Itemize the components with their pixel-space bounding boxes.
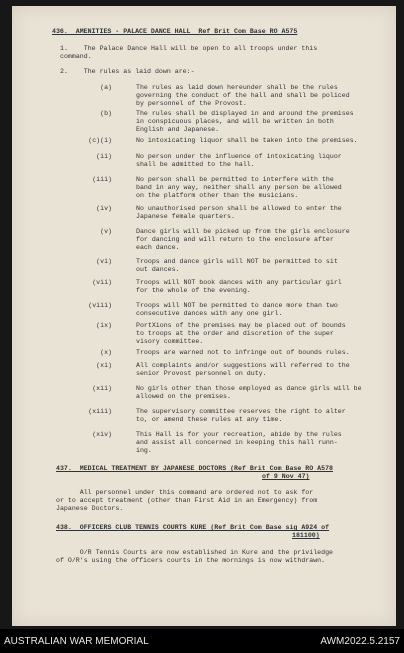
footer-bar bbox=[0, 629, 404, 653]
rule-text-line: Japanese female quarters. bbox=[136, 213, 235, 220]
rule-text-line: to troops at the order and discretion of the super bbox=[136, 330, 334, 337]
rule-text-line: consecutive dances with any one girl. bbox=[136, 310, 283, 317]
section-438-line-2: of O/R's using the officers courts in the mornings is now withdrawn. bbox=[56, 557, 326, 564]
rule-text-line: allowed on the premises. bbox=[136, 393, 231, 400]
rule-text-line: in conspicuous places, and will be written in both bbox=[136, 118, 334, 125]
rule-label: (x) bbox=[100, 349, 112, 356]
rule-text-line: No girls other than those employed as dance girls will be bbox=[136, 385, 362, 392]
rule-label: (ii) bbox=[96, 153, 112, 160]
rule-text-line: The rules shall be displayed in and around the premises bbox=[136, 110, 354, 117]
section-438-heading-line-2: 181100) bbox=[292, 532, 320, 539]
section-437-heading-line-2: of 9 Nov 47) bbox=[262, 473, 310, 480]
section-437-heading-line-1: 437. MEDICAL TREATMENT BY JAPANESE DOCTORS (Ref Brit Com Base RO A578 bbox=[56, 465, 333, 472]
rule-text-line: for the whole of the evening. bbox=[136, 287, 251, 294]
rule-text-line: ing. bbox=[136, 447, 152, 454]
rule-text-line: shall be admitted to the hall. bbox=[136, 161, 255, 168]
rule-text-line: and assist all concerned in keeping this hall runn- bbox=[136, 439, 338, 446]
rule-text-line: governing the conduct of the hall and shall be policed bbox=[136, 92, 350, 99]
rule-text-line: The rules as laid down hereunder shall be the rules bbox=[136, 84, 338, 91]
rule-text-line: to, or amend these rules at any time. bbox=[136, 416, 283, 423]
rule-text-line: Troops will NOT book dances with any particular girl bbox=[136, 279, 342, 286]
rule-label: (xii) bbox=[92, 385, 112, 392]
rule-label: (v) bbox=[100, 228, 112, 235]
rule-text-line: Dance girls will be picked up from the girls enclosure bbox=[136, 228, 350, 235]
rule-label: (viii) bbox=[88, 302, 112, 309]
rule-label: (xi) bbox=[96, 362, 112, 369]
rule-label: (xiii) bbox=[88, 408, 112, 415]
rule-label: (xiv) bbox=[92, 431, 112, 438]
section-437-heading bbox=[56, 465, 333, 473]
section-438-heading-line-1: 438. OFFICERS CLUB TENNIS COURTS KURE (Ref Brit Com Base sig A924 of bbox=[56, 524, 330, 531]
rule-text-line: visory committee. bbox=[136, 338, 204, 345]
rule-text-line: Troops will NOT be permitted to dance more than two bbox=[136, 302, 338, 309]
footer-source: AUSTRALIAN WAR MEMORIAL bbox=[4, 636, 149, 647]
paragraph-1-line-2: command. bbox=[60, 53, 92, 60]
rule-label: (iv) bbox=[96, 205, 112, 212]
rule-text-line: out dances. bbox=[136, 266, 180, 273]
rule-text-line: This Hall is for your recreation, abide by the rules bbox=[136, 431, 342, 438]
rule-text-line: for dancing and will return to the enclosure after bbox=[136, 236, 334, 243]
paragraph-1-line-1: 1. The Palace Dance Hall will be open to all troops under this bbox=[60, 45, 318, 52]
rule-text-line: PortXions of the premises may be placed out of bounds bbox=[136, 322, 346, 329]
rule-label: (ix) bbox=[96, 322, 112, 329]
rule-text-line: Troops are warned not to infringe out of bounds rules. bbox=[136, 349, 350, 356]
rule-text-line: No unauthorised person shall be allowed to enter the bbox=[136, 205, 342, 212]
section-438-line-1: O/R Tennis Courts are now established in Kure and the priviledge bbox=[56, 549, 333, 556]
rule-text-line: on the platform other than the musicians. bbox=[136, 192, 299, 199]
rule-label: (iii) bbox=[92, 176, 112, 183]
rule-label: (vii) bbox=[92, 279, 112, 286]
rule-text-line: No person shall be permitted to interfere with the bbox=[136, 176, 334, 183]
section-437-line-2: or to accept treatment (other than First Aid in an Emergency) from bbox=[56, 497, 318, 504]
rule-text-line: each dance. bbox=[136, 244, 180, 251]
rule-text-line: English and Japanese. bbox=[136, 126, 220, 133]
rule-label: (b) bbox=[100, 110, 112, 117]
section-437-line-1: All personnel under this command are ordered not to ask for bbox=[56, 489, 314, 496]
rule-label: (a) bbox=[100, 84, 112, 91]
rule-text-line: senior Provost personnel on duty. bbox=[136, 370, 267, 377]
section-437-line-3: Japanese Doctors. bbox=[56, 505, 124, 512]
rule-text-line: Troops and dance girls will NOT be permitted to sit bbox=[136, 258, 338, 265]
section-436-heading: 436. AMENITIES - PALACE DANCE HALL Ref Brit Com Base RO A575 bbox=[52, 28, 298, 35]
rule-label: (c)(i) bbox=[88, 137, 112, 144]
rule-text-line: The supervisory committee reserves the right to alter bbox=[136, 408, 346, 415]
rule-label: (vi) bbox=[96, 258, 112, 265]
rule-text-line: All complaints and/or suggestions will referred to the bbox=[136, 362, 350, 369]
rule-text-line: band in any way, neither shall any person be allowed bbox=[136, 184, 342, 191]
footer-accession: AWM2022.5.2157 bbox=[320, 636, 400, 647]
rule-text-line: No intoxicating liquor shall be taken into the premises. bbox=[136, 137, 358, 144]
document-page bbox=[12, 6, 396, 626]
rule-text-line: No person under the influence of intoxicating liquor bbox=[136, 153, 342, 160]
paragraph-2: 2. The rules as laid down are:- bbox=[60, 68, 195, 75]
rule-text-line: by personnel of the Provost. bbox=[136, 100, 247, 107]
